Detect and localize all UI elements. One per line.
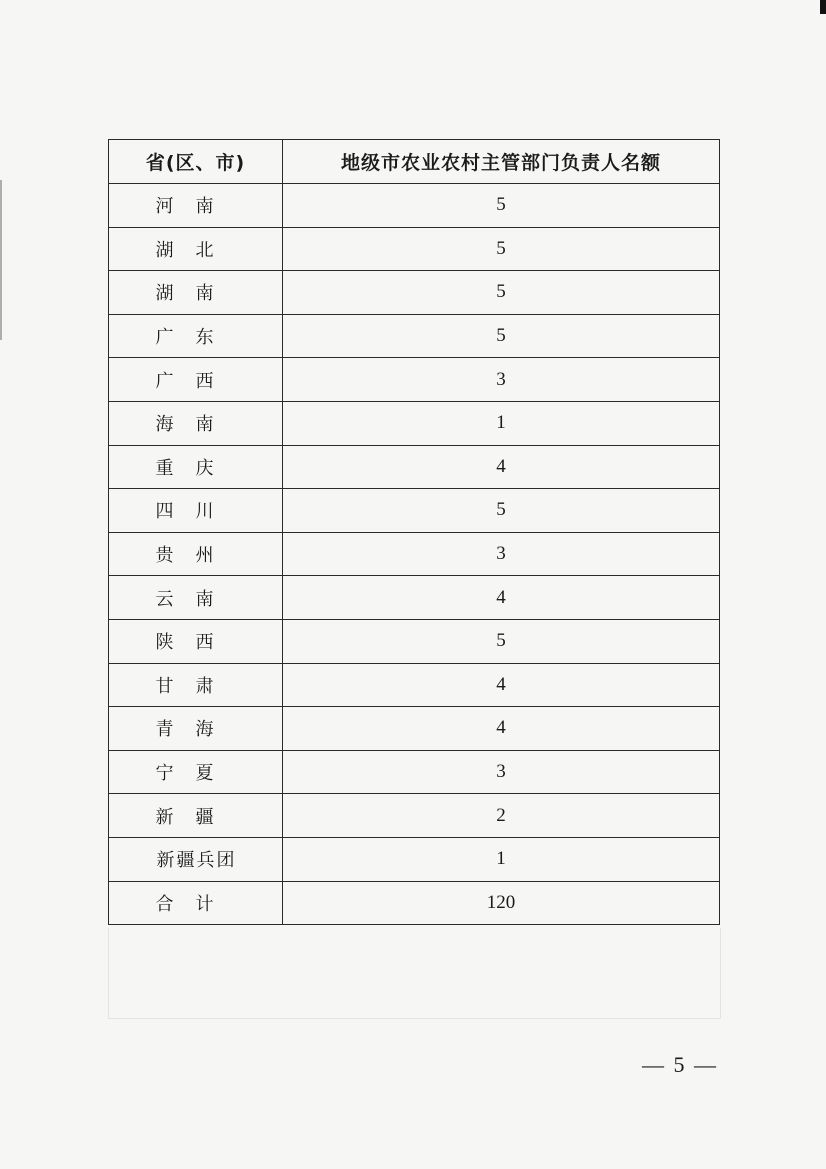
province-cell: 青海 xyxy=(109,707,283,751)
quota-cell: 5 xyxy=(283,184,720,228)
table-row xyxy=(109,358,720,402)
table-row xyxy=(109,576,720,620)
table-row xyxy=(109,619,720,663)
quota-cell: 3 xyxy=(283,750,720,794)
province-cell: 湖北 xyxy=(109,227,283,271)
province-cell: 贵州 xyxy=(109,532,283,576)
province-cell: 河南 xyxy=(109,184,283,228)
quota-cell: 2 xyxy=(283,794,720,838)
blank-area xyxy=(108,928,721,1019)
table-row xyxy=(109,184,720,228)
quota-cell: 5 xyxy=(283,314,720,358)
table-row xyxy=(109,532,720,576)
province-cell: 重庆 xyxy=(109,445,283,489)
quota-cell: 5 xyxy=(283,271,720,315)
quota-cell: 5 xyxy=(283,489,720,533)
province-cell: 宁夏 xyxy=(109,750,283,794)
province-cell: 甘肃 xyxy=(109,663,283,707)
province-cell: 云南 xyxy=(109,576,283,620)
quota-cell: 3 xyxy=(283,358,720,402)
table-row xyxy=(109,750,720,794)
quota-cell: 5 xyxy=(283,619,720,663)
province-cell: 新疆兵团 xyxy=(109,837,283,881)
quota-cell: 3 xyxy=(283,532,720,576)
province-cell: 陕西 xyxy=(109,619,283,663)
table-row xyxy=(109,271,720,315)
quota-cell: 4 xyxy=(283,663,720,707)
table-row xyxy=(109,314,720,358)
table-row xyxy=(109,445,720,489)
scan-mark xyxy=(0,180,2,340)
quota-cell: 120 xyxy=(283,881,720,925)
quota-cell: 4 xyxy=(283,576,720,620)
table-row xyxy=(109,837,720,881)
table-row xyxy=(109,794,720,838)
quota-cell: 4 xyxy=(283,707,720,751)
province-cell: 湖南 xyxy=(109,271,283,315)
province-cell: 广东 xyxy=(109,314,283,358)
scan-mark xyxy=(820,0,826,14)
quota-cell: 1 xyxy=(283,837,720,881)
table-row xyxy=(109,489,720,533)
province-cell: 新疆 xyxy=(109,794,283,838)
table-row xyxy=(109,663,720,707)
header-province: 省(区、市) xyxy=(109,140,283,184)
quota-cell: 1 xyxy=(283,401,720,445)
table-row xyxy=(109,227,720,271)
table-row xyxy=(109,881,720,925)
table-header-row xyxy=(109,140,720,184)
table-row xyxy=(109,401,720,445)
province-cell: 广西 xyxy=(109,358,283,402)
province-cell: 海南 xyxy=(109,401,283,445)
table-row xyxy=(109,707,720,751)
quota-table xyxy=(108,139,720,925)
quota-cell: 4 xyxy=(283,445,720,489)
province-cell: 四川 xyxy=(109,489,283,533)
header-quota: 地级市农业农村主管部门负责人名额 xyxy=(283,140,720,184)
province-cell: 合计 xyxy=(109,881,283,925)
quota-cell: 5 xyxy=(283,227,720,271)
page-number: — 5 — xyxy=(642,1052,718,1077)
